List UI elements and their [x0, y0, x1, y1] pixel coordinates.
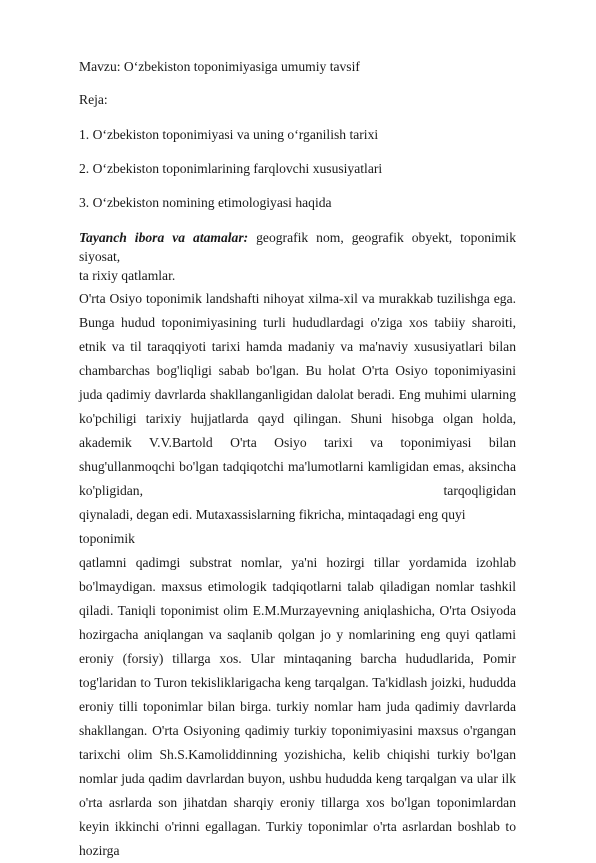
document-body	[79, 228, 516, 863]
keywords-label: Tayanch ibora va atamalar:	[79, 230, 249, 245]
keywords-paragraph	[79, 228, 516, 285]
plan-item: 1. O‘zbekiston toponimiyasi va uning o‘rganilish tarixi	[79, 127, 379, 142]
plan-label: Reja:	[79, 92, 108, 107]
keywords-text-continued: ta rixiy qatlamlar.	[79, 268, 176, 283]
body-paragraph	[79, 551, 516, 863]
plan-item: 3. O‘zbekiston nomining etimologiyasi haqida	[79, 195, 332, 210]
plan-item: 2. O‘zbekiston toponimlarining farqlovchi xususiyatlari	[79, 161, 383, 176]
document-heading: Mavzu: O‘zbekiston toponimiyasiga umumiy tavsif	[79, 59, 360, 74]
body-paragraph-last-line	[79, 503, 516, 551]
keywords-text: geografik nom, geografik obyekt, toponimik siyosat,	[79, 230, 517, 264]
paragraph-text: qiynaladi, degan edi. Mutaxassislarning fikricha, mintaqadagi eng quyi toponimik	[79, 507, 466, 546]
body-paragraph	[79, 287, 516, 503]
paragraph-text: O'rta Osiyo toponimik landshafti nihoyat xilma-xil va murakkab tuzilishga ega. Bunga hudud toponimiyasining turli hududlardagi o'ziga xos tabiiy sharoiti, etnik va til taraqqiyoti tarixi hamda madaniy va ma'naviy xususiyatlari bilan chambarchas bog'liqligi sabab bo'lgan. Bu holat O'rta Osiyo toponimiyasini juda qadimiy davrlarda shakllanganligidan dalolat beradi. Eng muhimi ularning ko'pchiligi tarixiy hujjatlarda qayd qilingan. Shuni hisobga olgan holda, akademik V.V.Bartold O'rta Osiyo tarixi va toponimiyasi bilan shug'ullanmoqchi bo'lgan tadqiqotchi ma'lumotlarni kamligidan emas, aksincha ko'pligidan, tarqoqligidan	[79, 291, 516, 498]
paragraph-text: qatlamni qadimgi substrat nomlar, ya'ni hozirgi tillar yordamida izohlab bo'lmaydigan. maxsus etimologik tadqiqotlarni talab qiladigan nomlar tashkil qiladi. Taniqli toponimist olim E.M.Murzayevning aniqlashicha, O'rta Osiyoda hozirgacha aniqlangan va saqlanib qolgan jo y nomlarining eng quyi qatlami eroniy (forsiy) tillarga xos. Ular mintaqaning barcha hududlarida, Pomir tog'laridan to Turon tekisliklarigacha keng tarqalgan. Ta'kidlash joizki, hududda eroniy tilli toponimlar bilan birga. turkiy nomlar ham juda qadimiy davrlarda shakllangan. O'rta Osiyoning qadimiy turkiy toponimiyasini maxsus o'rgangan tarixchi olim Sh.S.Kamoliddinning yozishicha, kelib chiqishi turkiy bo'lgan nomlar juda qadim davrlardan buyon, ushbu hududda keng tarqalgan va ular ilk o'rta asrlarda son jihatdan sharqiy eroniy tillarga xos bo'lgan toponimlardan keyin ikkinchi o'rinni egallagan. Turkiy toponimlar o'rta asrlardan boshlab to hozirga	[79, 555, 516, 858]
